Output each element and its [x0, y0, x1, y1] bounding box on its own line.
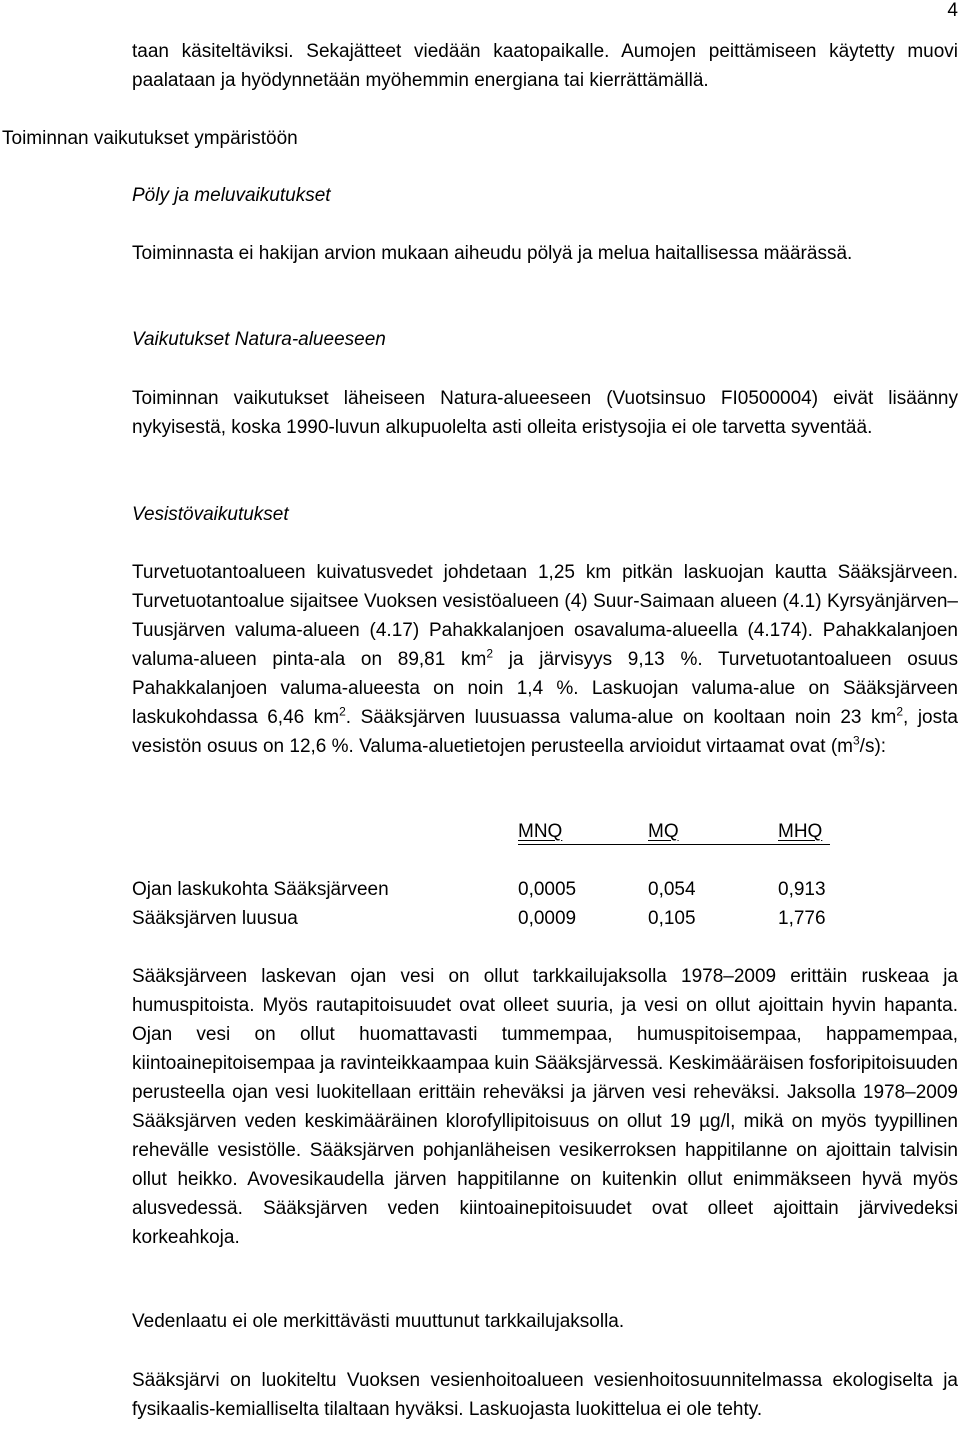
water-heading: Vesistövaikutukset — [132, 504, 289, 525]
header-mnq: MNQ — [518, 821, 563, 842]
row-mq: 0,054 — [648, 879, 696, 900]
row-label: Ojan laskukohta Sääksjärveen — [132, 879, 389, 900]
dust-noise-heading: Pöly ja meluvaikutukset — [132, 185, 331, 206]
natura-heading: Vaikutukset Natura-alueeseen — [132, 329, 386, 350]
header-mq: MQ — [648, 821, 679, 842]
row-mhq: 1,776 — [778, 908, 826, 929]
superscript-2: 2 — [896, 704, 904, 719]
water-text-c: . Sääksjärven luusuassa valuma-alue on kooltaan noin 23 km — [345, 707, 897, 728]
row-mnq: 0,0009 — [518, 908, 577, 929]
water-text-e: /s): — [859, 736, 887, 757]
superscript-2: 2 — [339, 704, 346, 719]
table-row — [132, 904, 958, 933]
header-mhq: MHQ — [778, 821, 823, 842]
quality-change-paragraph: Vedenlaatu ei ole merkittävästi muuttunut tarkkailujaksolla. — [132, 1311, 625, 1332]
water-paragraph — [132, 558, 958, 761]
dust-noise-paragraph: Toiminnasta ei hakijan arvion mukaan aiheudu pölyä ja melua haitallisessa määrässä. — [132, 243, 853, 264]
natura-paragraph: Toiminnan vaikutukset läheiseen Natura-alueeseen (Vuotsinsuo FI0500004) eivät lisäänny nykyisestä, koska 1990-luvun alkupuolelta asti olleita eristysojia ei ole tarvetta syventää. — [132, 388, 958, 438]
intro-paragraph: taan käsiteltäviksi. Sekajätteet viedään kaatopaikalle. Aumojen peittämiseen käytetty muovi paalataan ja hyödynnetään myöhemmin energiana tai kierrättämällä. — [132, 41, 958, 91]
flow-table-header — [132, 817, 958, 846]
quality-paragraph: Sääksjärveen laskevan ojan vesi on ollut tarkkailujaksolla 1978–2009 erittäin ruskeaa ja humuspitoista. Myös rautapitoisuudet ovat olleet suuria, ja vesi on ollut ajoittain hyvin hapanta. Ojan vesi on ollut huomattavasti tummempaa, humuspitoisempaa, happamempaa, kiintoainepitoisempaa ja ravinteikkaampaa kuin Sääksjärvessä. Keskimääräisen fosforipitoisuuden perusteella ojan vesi luokitellaan erittäin reheväksi ja järven vesi reheväksi. Jaksolla 1978–2009 Sääksjärven veden keskimääräinen klorofyllipitoisuus on ollut 19 µg/l, mikä on myös tyypillinen rehevälle vesistölle. Sääksjärven pohjanläheisen vesikerroksen happitilanne on ajoittain talvisin ollut heikko. Avovesikaudella järven happitilanne on kuitenkin ollut enimmäkseen hyvä myös alusvedessä. Sääksjärven veden kiintoainepitoisuudet ovat olleet ajoittain järvivedeksi korkeahkoja. — [132, 966, 958, 1248]
page-number: 4 — [947, 0, 958, 21]
water-text-a: Turvetuotantoalueen kuivatusvedet johdetaan 1,25 km pitkän laskuojan kautta Sääksjärveen. Turvetuotantoalue sijaitsee Vuoksen vesistöalueen (4) Suur-Saimaan alueen (4.1) Kyrsyänjärven–Tuusjärven valuma-alueen (4.17) Pahakkalanjoen osavaluma-alueella (4.174). Pahakkalanjoen valuma-alueen pinta-ala on 89,81 km — [132, 562, 958, 670]
section-heading: Toiminnan vaikutukset ympäristöön — [2, 128, 298, 149]
table-row — [132, 875, 958, 904]
superscript-2: 2 — [486, 646, 494, 661]
water-text-d: , josta vesistön osuus on 12,6 %. Valuma-aluetietojen perusteella arvioidut virtaamat ovat (m — [132, 707, 958, 757]
row-mq: 0,105 — [648, 908, 696, 929]
classification-paragraph: Sääksjärvi on luokiteltu Vuoksen vesienhoitoalueen vesienhoitosuunnitelmassa ekologiselta ja fysikaalis-kemialliselta tilaltaan hyväksi. Laskuojasta luokittelua ei ole tehty. — [132, 1370, 958, 1420]
superscript-3: 3 — [852, 733, 860, 748]
row-mhq: 0,913 — [778, 879, 826, 900]
row-label: Sääksjärven luusua — [132, 908, 298, 929]
water-text-b: ja järvisyys 9,13 %. Turvetuotantoalueen osuus Pahakkalanjoen valuma-alueesta on noin 1,4 %. Laskuojan valuma-alue on Sääksjärveen laskukohdassa 6,46 km — [132, 649, 958, 728]
header-underline — [518, 844, 830, 845]
row-mnq: 0,0005 — [518, 879, 577, 900]
